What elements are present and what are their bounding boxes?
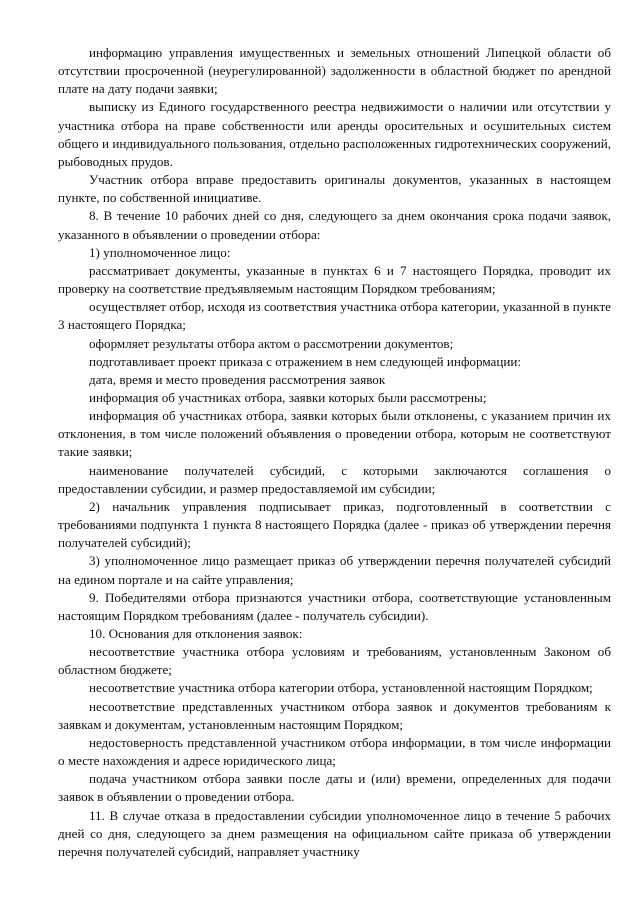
paragraph-reject-documents: несоответствие представленных участником отбора заявок и документов требованиям к заявкам и документам, установленным настоящим Порядком; [58,698,611,732]
paragraph-recipients-names: наименование получателей субсидий, с которыми заключаются соглашения о предоставлении субсидии, и размер предоставляемой им субсидии; [58,462,611,496]
paragraph-item-10: 10. Основания для отклонения заявок: [89,626,303,641]
paragraph-item-8-2: 2) начальник управления подписывает приказ, подготовленный в соответствии с требованиями подпункта 1 пункта 8 настоящего Порядка (далее - приказ об утверждении перечня получателей субсидий); [58,498,611,551]
paragraph-info-land-relations: информацию управления имущественных и земельных отношений Липецкой области об отсутствии просроченной (неурегулированной) задолженности в областной бюджет по арендной плате на дату подачи заявки; [58,45,611,97]
paragraph-item-8-3: 3) уполномоченное лицо размещает приказ об утверждении перечня получателей субсидий на едином портале и на сайте управления; [58,553,611,587]
paragraph-reject-category: несоответствие участника отбора категории отбора, установленной настоящим Порядком; [89,680,593,696]
paragraph-date-time-place: дата, время и место проведения рассмотрения заявок [89,371,386,387]
paragraph-item-8-1: 1) уполномоченное лицо: [89,244,231,260]
paragraph-reviewed-participants: информация об участниках отбора, заявки которых были рассмотрены; [89,389,487,405]
paragraph-item-9: 9. Победителями отбора признаются участники отбора, соответствующие установленным настоящим Порядком требованиям (далее - получатель субсидии). [58,589,611,623]
document-page [58,44,611,861]
paragraph-reject-budget-law: несоответствие участника отбора условиям и требованиям, установленным Законом об областном бюджете; [58,644,611,678]
paragraph-originals-optional: Участник отбора вправе предоставить оригиналы документов, указанных в настоящем пункте, по собственной инициативе. [58,172,611,206]
paragraph-registry-extract: выписку из Единого государственного реестра недвижимости о наличии или отсутствии у участника отбора на праве собственности или аренды оросительных и осушительных систем общего и индивидуального пользования, отдельно расположенных гидротехнических сооружений, рыбоводных прудов. [58,99,611,169]
paragraph-reject-late-submission: подача участником отбора заявки после даты и (или) времени, определенных для подачи заявок в объявлении о проведении отбора. [58,771,611,805]
paragraph-reject-unreliable-info: недостоверность представленной участником отбора информации, в том числе информации о месте нахождения и адресе юридического лица; [58,734,611,769]
paragraph-act-of-review: оформляет результаты отбора актом о рассмотрении документов; [89,335,454,351]
paragraph-performs-selection: осуществляет отбор, исходя из соответствия участника отбора категории, указанной в пункте 3 настоящего Порядка; [58,299,611,333]
paragraph-item-11: 11. В случае отказа в предоставлении субсидии уполномоченное лицо в течение 5 рабочих дней со дня, следующего за днем размещения на официальном сайте приказа об утверждении перечня получателей субсидий, направляет участнику [58,807,611,859]
paragraph-rejected-participants: информация об участниках отбора, заявки которых были отклонены, с указанием причин их отклонения, в том числе положений объявления о проведении отбора, которым не соответствуют такие заявки; [58,408,611,460]
paragraph-draft-order: подготавливает проект приказа с отражением в нем следующей информации: [89,353,521,369]
paragraph-item-8: 8. В течение 10 рабочих дней со дня, следующего за днем окончания срока подачи заявок, указанного в объявлении о проведении отбора: [58,208,611,242]
paragraph-reviews-documents: рассматривает документы, указанные в пунктах 6 и 7 настоящего Порядка, проводит их проверку на соответствие предъявляемым настоящим Порядком требованиям; [58,262,611,297]
